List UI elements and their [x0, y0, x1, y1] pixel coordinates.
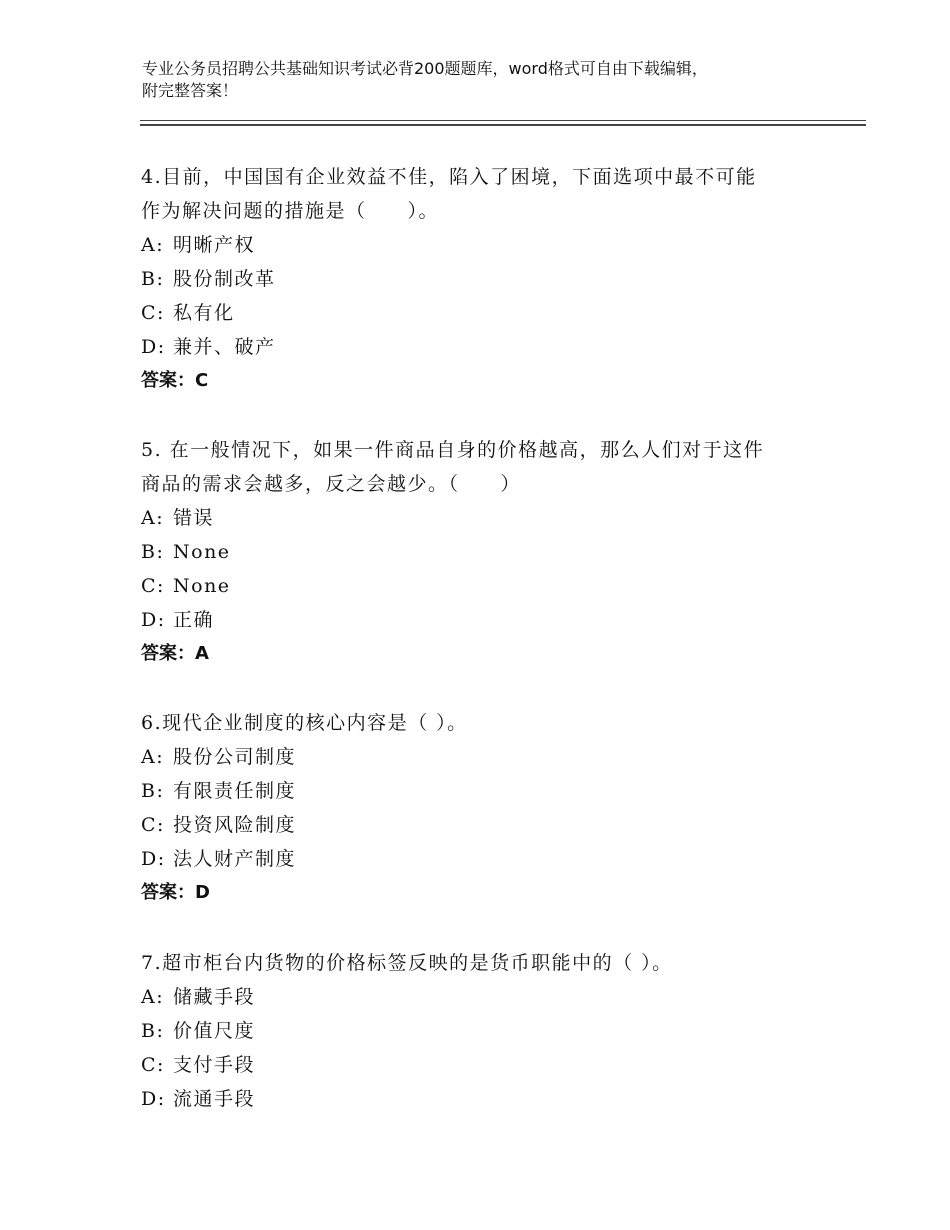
- option-d: [141, 330, 821, 364]
- option-text: 支付手段: [173, 1054, 256, 1076]
- option-text: None: [173, 541, 231, 563]
- option-key: D:: [141, 1088, 166, 1110]
- option-key: C:: [141, 302, 165, 324]
- document-header: [142, 58, 842, 102]
- option-key: A:: [141, 986, 165, 1008]
- option-text: 投资风险制度: [173, 814, 297, 836]
- option-key: B:: [141, 780, 165, 802]
- option-a: [141, 740, 821, 774]
- option-key: D:: [141, 609, 166, 631]
- answer-line: 答案：C: [141, 370, 209, 391]
- header-title-line-1: 专业公务员招聘公共基础知识考试必背200题题库，word格式可自由下载编辑，: [142, 59, 708, 78]
- option-key: C:: [141, 1054, 165, 1076]
- option-key: A:: [141, 746, 165, 768]
- option-text: 股份公司制度: [173, 746, 297, 768]
- header-divider-thin: [140, 120, 866, 121]
- option-a: [141, 980, 821, 1014]
- question-6: [141, 706, 821, 910]
- option-d: [141, 603, 821, 637]
- answer-line: 答案：D: [141, 882, 210, 903]
- option-c: [141, 569, 821, 603]
- answer-line: 答案：A: [141, 643, 209, 664]
- option-text: 私有化: [173, 302, 235, 324]
- option-key: C:: [141, 575, 165, 597]
- header-divider-thick: [140, 124, 866, 126]
- option-b: [141, 1014, 821, 1048]
- option-text: 兼并、破产: [173, 336, 276, 358]
- option-text: 明晰产权: [173, 234, 256, 256]
- question-4: [141, 160, 821, 398]
- question-stem-line: 商品的需求会越多，反之会越少。（ ）: [141, 473, 522, 495]
- option-key: D:: [141, 848, 166, 870]
- option-text: 有限责任制度: [173, 780, 297, 802]
- option-text: 价值尺度: [173, 1020, 256, 1042]
- option-key: D:: [141, 336, 166, 358]
- option-text: 法人财产制度: [173, 848, 297, 870]
- option-key: A:: [141, 507, 165, 529]
- option-b: [141, 774, 821, 808]
- option-a: [141, 228, 821, 262]
- question-stem-line: 4.目前，中国国有企业效益不佳，陷入了困境，下面选项中最不可能: [141, 166, 757, 188]
- option-c: [141, 1048, 821, 1082]
- option-text: 股份制改革: [173, 268, 276, 290]
- option-a: [141, 501, 821, 535]
- option-text: 正确: [173, 609, 215, 631]
- option-key: B:: [141, 541, 165, 563]
- question-stem-line: 7.超市柜台内货物的价格标签反映的是货币职能中的（ ）。: [141, 952, 673, 974]
- header-title-line-2: 附完整答案！: [142, 81, 239, 100]
- option-b: [141, 262, 821, 296]
- option-text: 错误: [173, 507, 215, 529]
- option-c: [141, 296, 821, 330]
- option-text: 储藏手段: [173, 986, 256, 1008]
- question-7: [141, 946, 821, 1116]
- option-key: B:: [141, 268, 165, 290]
- option-d: [141, 1082, 821, 1116]
- question-5: [141, 433, 821, 671]
- option-text: None: [173, 575, 231, 597]
- question-stem-line: 作为解决问题的措施是（ ）。: [141, 200, 440, 222]
- option-text: 流通手段: [173, 1088, 256, 1110]
- option-d: [141, 842, 821, 876]
- option-key: C:: [141, 814, 165, 836]
- option-key: A:: [141, 234, 165, 256]
- option-b: [141, 535, 821, 569]
- question-stem-line: 5. 在一般情况下，如果一件商品自身的价格越高，那么人们对于这件: [141, 439, 765, 461]
- question-stem-line: 6.现代企业制度的核心内容是（ ）。: [141, 712, 468, 734]
- option-c: [141, 808, 821, 842]
- option-key: B:: [141, 1020, 165, 1042]
